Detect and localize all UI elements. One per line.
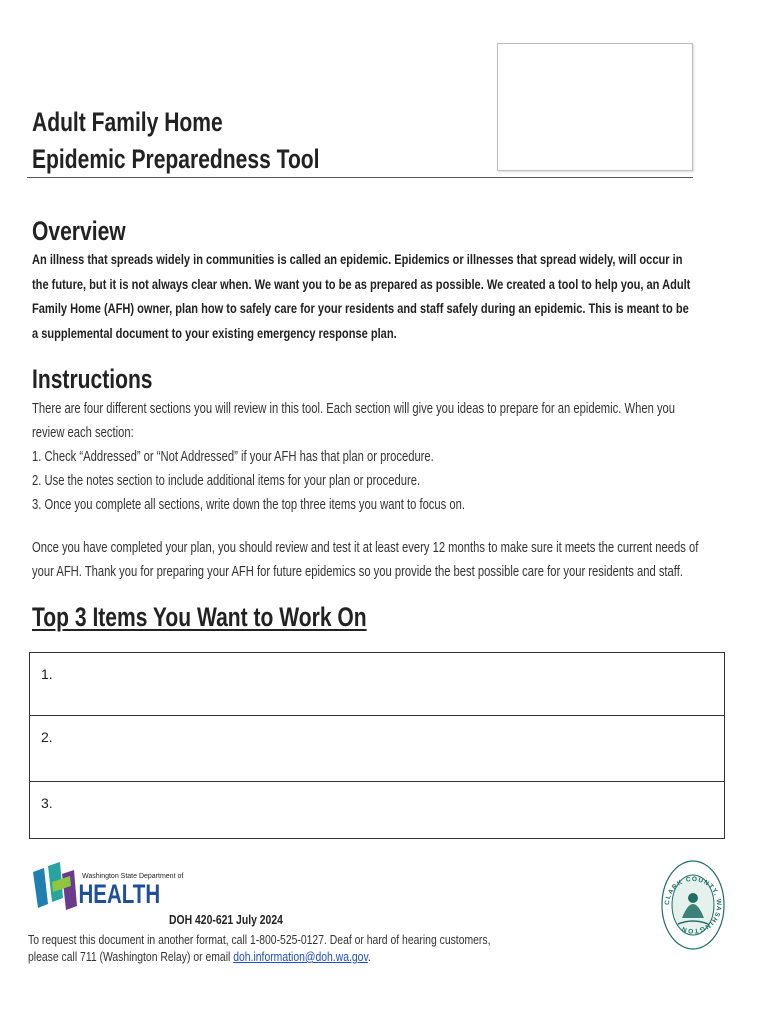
instructions-line: review each section:	[32, 425, 134, 441]
top3-item-row-3[interactable]	[30, 782, 724, 838]
overview-line: a supplemental document to your existing emergency response plan.	[32, 325, 397, 342]
instruction-step-3: 3. Once you complete all sections, write down the top three items you want to focus on.	[32, 497, 466, 513]
doh-logo-mark-icon	[33, 862, 77, 910]
footer-relay-line	[28, 949, 371, 964]
instruction-step-1: 1. Check “Addressed” or “Not Addressed” if your AFH has that plan or procedure.	[32, 449, 434, 465]
footer-relay-suffix: .	[367, 949, 371, 964]
instructions-paragraph	[32, 397, 725, 517]
doh-dept-text: Washington State Department of	[82, 873, 184, 880]
image-placeholder	[497, 43, 693, 171]
top3-item-row-2[interactable]	[30, 716, 724, 782]
overview-line: Family Home (AFH) owner, plan how to safely care for your residents and staff safely during an epidemic. This is meant to be	[32, 301, 689, 317]
instruction-step-2: 2. Use the notes section to include additional items for your plan or procedure.	[32, 473, 421, 489]
document-title	[32, 104, 401, 178]
top3-item-label: 1.	[41, 666, 53, 682]
closing-line: Once you have completed your plan, you should review and test it at least every 12 months to make sure it meets the current needs of	[32, 540, 699, 556]
closing-line: your AFH. Thank you for preparing your AFH for future epidemics so you provide the best possible care for your residents and staff.	[32, 564, 683, 580]
footer-request-line: To request this document in another format, call 1-800-525-0127. Deaf or hard of hearing customers,	[28, 932, 491, 947]
overview-line: An illness that spreads widely in communities is called an epidemic. Epidemics or illnesses that spread widely, will occur in	[32, 252, 683, 268]
footer-relay-prefix: please call 711 (Washington Relay) or email	[28, 949, 234, 964]
instructions-line: There are four different sections you will review in this tool. Each section will give you ideas to prepare for an epidemic. When you	[32, 401, 676, 417]
overview-line: the future, but it is not always clear when. We want you to be as prepared as possible. We created a tool to help you, an Adult	[32, 276, 691, 293]
clark-county-seal-icon	[660, 858, 726, 952]
instructions-heading: Instructions	[32, 364, 153, 394]
top3-item-row-1[interactable]	[30, 653, 724, 716]
doh-health-logo	[30, 858, 184, 920]
closing-paragraph	[32, 536, 725, 584]
top3-heading: Top 3 Items You Want to Work On	[32, 602, 367, 632]
top3-item-label: 3.	[41, 795, 53, 811]
email-link[interactable]: doh.information@doh.wa.gov	[233, 949, 368, 964]
title-line-1: Adult Family Home	[32, 107, 223, 137]
doh-health-word: HEALTH	[78, 878, 161, 910]
overview-heading: Overview	[32, 216, 126, 246]
document-code: DOH 420-621 July 2024	[169, 912, 283, 927]
overview-paragraph	[32, 248, 725, 346]
title-line-2: Epidemic Preparedness Tool	[32, 144, 320, 174]
top3-items-table	[29, 652, 725, 839]
seal-text: CLARK COUNTY, WASHINGTON	[663, 875, 723, 935]
top3-item-label: 2.	[41, 729, 53, 745]
title-divider	[27, 177, 693, 178]
